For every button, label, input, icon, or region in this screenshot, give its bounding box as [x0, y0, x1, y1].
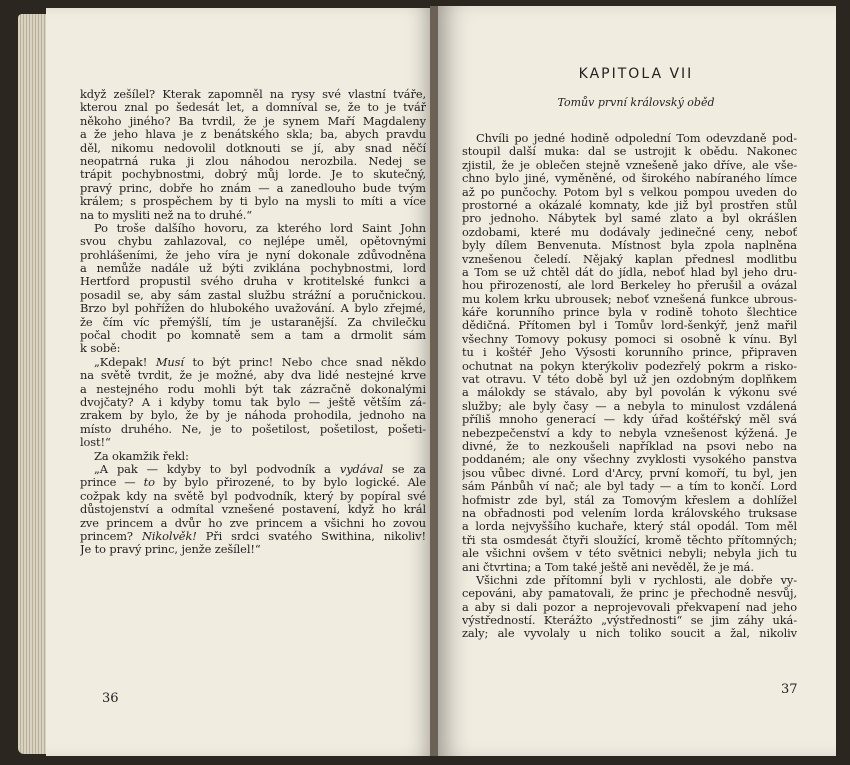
text-line: a že jeho hlava je z benátského skla; ba, abych pravdu [80, 128, 426, 142]
text-line [80, 356, 426, 369]
text-line: když zešílel? Kterak zapomněl na rysy své vlastní tváře, [80, 88, 426, 101]
text-line: pro jednoho. Nábytek byl samé zlato a byl okrášlen [462, 212, 797, 226]
paragraph [80, 222, 426, 356]
text-line: na světě tvrdit, že je možné, aby dva lidé nestejné krve [80, 369, 426, 383]
paragraph [80, 463, 426, 557]
paragraph [80, 450, 426, 463]
text-span: Při srdci svatého Swithina, nikoliv! [196, 529, 426, 543]
text-line: že čím víc přemýšlí, tím je ustaranější. Za chvilečku [80, 315, 426, 329]
text-line: zjistil, že je oblečen stejně vznešeně jako dříve, ale vše- [462, 158, 797, 172]
text-line: vznešenou čeledí. Nějaký kaplan přednesl modlitbu [462, 252, 797, 266]
paragraph [80, 356, 426, 450]
text-line: Za okamžik řekl: [94, 449, 189, 463]
text-line: ozdobami, které mu dodávaly jedinečné ceny, neboť [462, 225, 797, 239]
text-line: Všichni zde přítomní byli v rychlosti, ale dobře vy- [476, 573, 797, 587]
text-line: dědičná. Přítomen byl i Tomův lord-šenkýř, jenž mařil [462, 319, 797, 333]
text-line: k sobě: [80, 342, 121, 356]
text-line: Brzo byl pohřížen do hlubokého uvažování. A bylo zřejmé, [80, 302, 426, 316]
text-line: tu i koštéř Jeho Výsosti korunního prince, připraven [462, 346, 797, 360]
text-line: ale všichni ovšem v této světnici nebyli; nebyla jich tu [462, 547, 797, 561]
text-line: svou chybu zahlazoval, co nejlépe uměl, opětovnými [80, 235, 426, 249]
text-line: zve princem a dvůr ho zve princem a všichni ho zovou [80, 516, 426, 530]
text-line: zrakem by bylo, že by je náhoda prohodila, jednoho na [80, 409, 426, 423]
text-line: sám Pánbůh ví nač; ale byl tady — a tím to končí. Lord [462, 480, 797, 494]
text-line: všechny Tomovy pokusy pomoci si osobně k vínu. Byl [462, 332, 797, 346]
text-line: zaly; ale vyvolaly u nich toliko soucit a žal, nikoliv [462, 627, 797, 641]
text-line: ochutnat na pokyn kterýkoliv podezřelý pokrm a risko- [462, 359, 797, 373]
italic-text: Nikolvěk! [141, 529, 197, 543]
text-span: by bylo přirozené, to by bylo logické. Ale [154, 476, 426, 490]
paragraph [462, 132, 797, 574]
page-number: 36 [102, 691, 119, 706]
paragraph [80, 88, 426, 222]
text-line: příliš mnoho generací — kdy úřad koštéřský měl svá [462, 413, 797, 427]
left-page [46, 8, 434, 756]
paragraph [462, 574, 797, 641]
page-number: 37 [781, 682, 798, 697]
right-page-text [462, 132, 797, 641]
text-line: neopatrná ruka ji zlou náhodou nerozbila. Nedej se [80, 154, 426, 168]
text-line: hou přirozeností, ale lord Berkeley ho přerušil a ovázal [462, 279, 797, 293]
text-line: cožpak kdy na světě byl podvodník, který by popíral své [80, 489, 426, 503]
text-line: stoupil další muka: dal se ustrojit k obědu. Nakonec [462, 145, 797, 159]
text-line: výstředností. Kterážto „výstřednosti“ se jim záhy uká- [462, 614, 797, 628]
text-line: a málokdy se stávalo, aby byl povolán k výkonu své [462, 386, 797, 400]
text-line: pravý princ, dobře ho znám — a zanedlouho bude tvým [80, 181, 426, 195]
text-line [80, 530, 426, 543]
text-line: káře korunního prince byla v rodině tohoto šlechtice [462, 306, 797, 320]
text-line: byly dílem Benvenuta. Místnost byla zpola naplněna [462, 239, 797, 253]
left-page-text [80, 88, 426, 557]
text-line: až po punčochy. Potom byl s velkou pompou uveden do [462, 185, 797, 199]
text-line: hofmistr zde byl, stál za Tomovým křeslem a dohlížel [462, 493, 797, 507]
text-line: chno bylo jiné, vyměněné, od širokého nabíraného límce [462, 172, 797, 186]
text-line: divné, že to nezkoušeli například na psovi nebo na [462, 439, 797, 453]
text-line: na obřadnosti pod velením lorda královského truksase [462, 506, 797, 520]
text-line: prostorné a okázalé komnaty, kde již byl prostřen stůl [462, 198, 797, 212]
text-line: Je to pravý princ, jenže zešílel!“ [80, 543, 261, 557]
text-line: a aby si dali pozor a neprojevovali překvapení nad jeho [462, 600, 797, 614]
text-line: a Tom se už chtěl dát do jídla, neboť hlad byl jeho dru- [462, 265, 797, 279]
text-line: nebezpečenství a kdy to nebyla vznešenost kýžená. Je [462, 426, 797, 440]
italic-text: vydával [339, 462, 383, 476]
text-line: prohlášeními, že jeho víra je nyní dokonale zdůvodněna [80, 248, 426, 262]
text-line: posadil se, aby sám zastal službu strážní a poručnickou. [80, 288, 426, 302]
text-line: vat otravu. V této době byl už jen ozdobným doplňkem [462, 373, 797, 387]
book-gutter [430, 6, 438, 756]
text-line: jsou vůbec divné. Lord d'Arcy, první komoří, tu byl, jen [462, 466, 797, 480]
text-line: poddaném; ale ony všechny zvyklosti vysokého panstva [462, 453, 797, 467]
text-line: Chvíli po jedné hodině odpolední Tom odevzdaně pod- [476, 132, 797, 145]
text-line [80, 463, 426, 476]
text-line: děl, nikomu nedovolil dotknouti se jí, aby snad něčí [80, 141, 426, 155]
right-page [436, 6, 836, 756]
text-span: princem? [80, 529, 142, 543]
italic-text: to [143, 476, 155, 490]
text-line: počal chodit po komnatě sem a tam a drmolit sám [80, 329, 426, 343]
text-line: někoho jiného? Ba tvrdil, že je synem Maří Magdaleny [80, 114, 426, 128]
text-span: se za [382, 462, 426, 476]
text-line: služby; ale byly časy — a nebyla to minulost vzdálená [462, 399, 797, 413]
text-line: králem; s prospěchem by ti bylo na mysli to míti a více [80, 195, 426, 209]
text-line: místo druhého. Ne, je to pošetilost, pošetilost, pošeti- [80, 422, 426, 436]
text-span: to být princ! Nebo chce snad někdo [183, 355, 426, 369]
text-line: a nestejného rodu mohli být tak zázračně dokonalými [80, 382, 426, 396]
text-line: Hertford propustil svého druha v krotitelské funkci a [80, 275, 426, 289]
text-line: Po troše dalšího hovoru, za kterého lord Saint John [94, 221, 426, 235]
text-span: „Kdepak! [94, 355, 156, 369]
text-span: „A pak — kdyby to byl podvodník a [94, 462, 340, 476]
text-line: tři sta osmdesát čtyři sloužící, kromě těchto přítomných; [462, 533, 797, 547]
text-line: na to mysliti než na to druhé.“ [80, 208, 253, 222]
chapter-subtitle: Tomův první královský oběd [557, 96, 715, 109]
text-line: ani čtvrtina; a Tom také ještě ani nevěděl, že je má. [462, 560, 754, 574]
text-line [80, 476, 426, 489]
italic-text: Musí [155, 355, 184, 369]
text-line: a lorda nejvyššího kuchaře, který stál opodál. Tom měl [462, 520, 797, 534]
text-line: kterou znal po šedesát let, a domníval se, že to je tvář [80, 101, 426, 115]
chapter-title: KAPITOLA VII [578, 66, 694, 82]
text-line: mu kolem krku ubrousek; neboť vznešená funkce ubrous- [462, 292, 797, 306]
text-line: a nemůže nadále už býti zviklána pochybnostmi, lord [80, 262, 426, 276]
text-line: dvojčaty? A i kdyby tomu tak bylo — ještě větším zá- [80, 395, 426, 409]
text-line: trápit pochybnostmi, dobrý můj lorde. Je to skutečný, [80, 168, 426, 182]
text-span: prince — [80, 476, 144, 490]
text-line: lost!“ [80, 436, 111, 450]
text-line: cepováni, aby pamatovali, že princ je přechodně nesvůj, [462, 587, 797, 601]
text-line: důstojenství a odmítal vznešené postavení, když ho král [80, 503, 426, 517]
